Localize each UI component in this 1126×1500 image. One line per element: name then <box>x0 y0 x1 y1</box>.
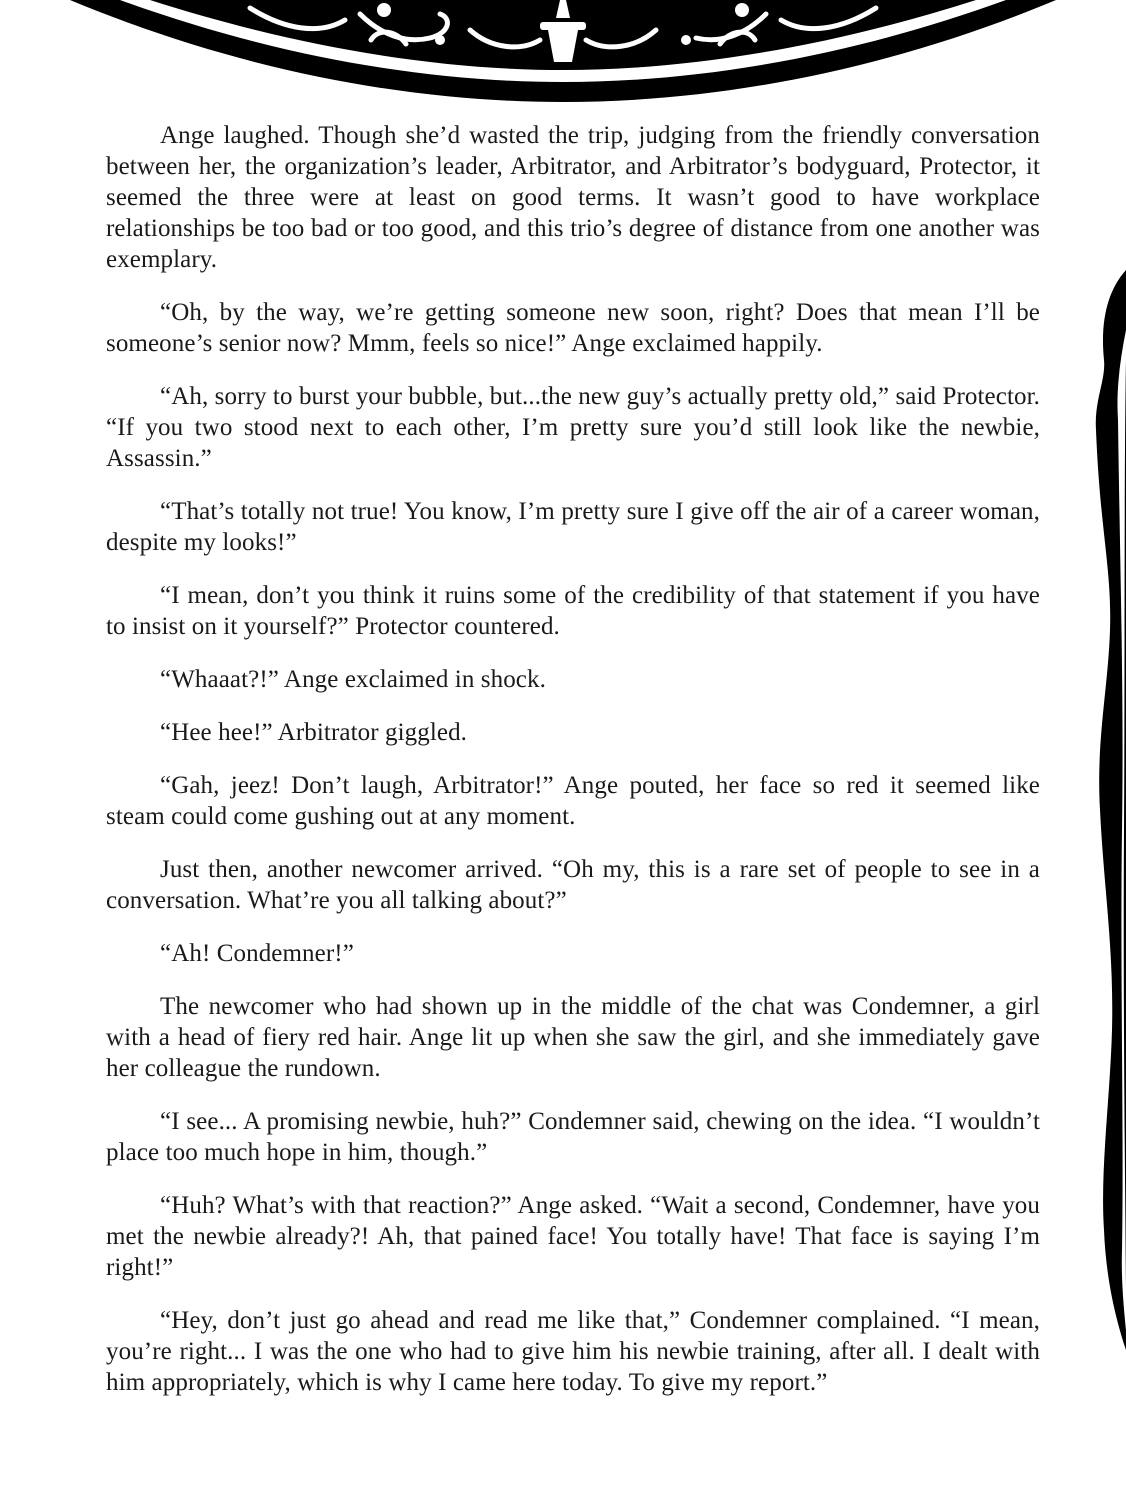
paragraph-1: Ange laughed. Though she’d wasted the trip, judging from the friendly conversation between her, the organization’s leader, Arbitrator, and Arbitrator’s bodyguard, Protector, it seemed the three were at least on good terms. It wasn’t good to have workplace relationships be too bad or too good, and this trio’s degree of distance from one another was exemplary. <box>106 122 1040 273</box>
paragraph-10: “Ah! Condemner!” <box>160 940 354 967</box>
ornament-side-icon <box>1066 270 1126 1350</box>
paragraph-8: “Gah, jeez! Don’t laugh, Arbitrator!” Ange pouted, her face so red it seemed like steam could come gushing out at any moment. <box>106 772 1040 830</box>
paragraph-9: Just then, another newcomer arrived. “Oh my, this is a rare set of people to see in a conversation. What’re you all talking about?” <box>106 856 1040 914</box>
ornament-scroll-icon <box>0 0 1126 110</box>
paragraph-6: “Whaaat?!” Ange exclaimed in shock. <box>160 666 546 693</box>
paragraph-2: “Oh, by the way, we’re getting someone new soon, right? Does that mean I’ll be someone’s senior now? Mmm, feels so nice!” Ange exclaimed happily. <box>106 299 1040 357</box>
paragraph-12: “I see... A promising newbie, huh?” Condemner said, chewing on the idea. “I wouldn’t place too much hope in him, though.” <box>106 1108 1040 1166</box>
paragraph-5: “I mean, don’t you think it ruins some of the credibility of that statement if you have to insist on it yourself?” Protector countered. <box>106 582 1040 640</box>
body-text <box>106 120 1040 1420</box>
paragraph-14: “Hey, don’t just go ahead and read me like that,” Condemner complained. “I mean, you’re right... I was the one who had to give him his newbie training, after all. I dealt with him appropriately, which is why I came here today. To give my report.” <box>106 1307 1040 1396</box>
paragraph-7: “Hee hee!” Arbitrator giggled. <box>160 719 468 746</box>
paragraph-11: The newcomer who had shown up in the middle of the chat was Condemner, a girl with a head of fiery red hair. Ange lit up when she saw the girl, and she immediately gave her colleague the rundown. <box>106 993 1040 1082</box>
paragraph-13: “Huh? What’s with that reaction?” Ange asked. “Wait a second, Condemner, have you met the newbie already?! Ah, that pained face! You totally have! That face is saying I’m right!” <box>106 1192 1040 1281</box>
paragraph-3: “Ah, sorry to burst your bubble, but...the new guy’s actually pretty old,” said Protector. “If you two stood next to each other, I’m pretty sure you’d still look like the newbie, Assassin.” <box>106 383 1040 472</box>
paragraph-4: “That’s totally not true! You know, I’m pretty sure I give off the air of a career woman, despite my looks!” <box>106 498 1040 556</box>
